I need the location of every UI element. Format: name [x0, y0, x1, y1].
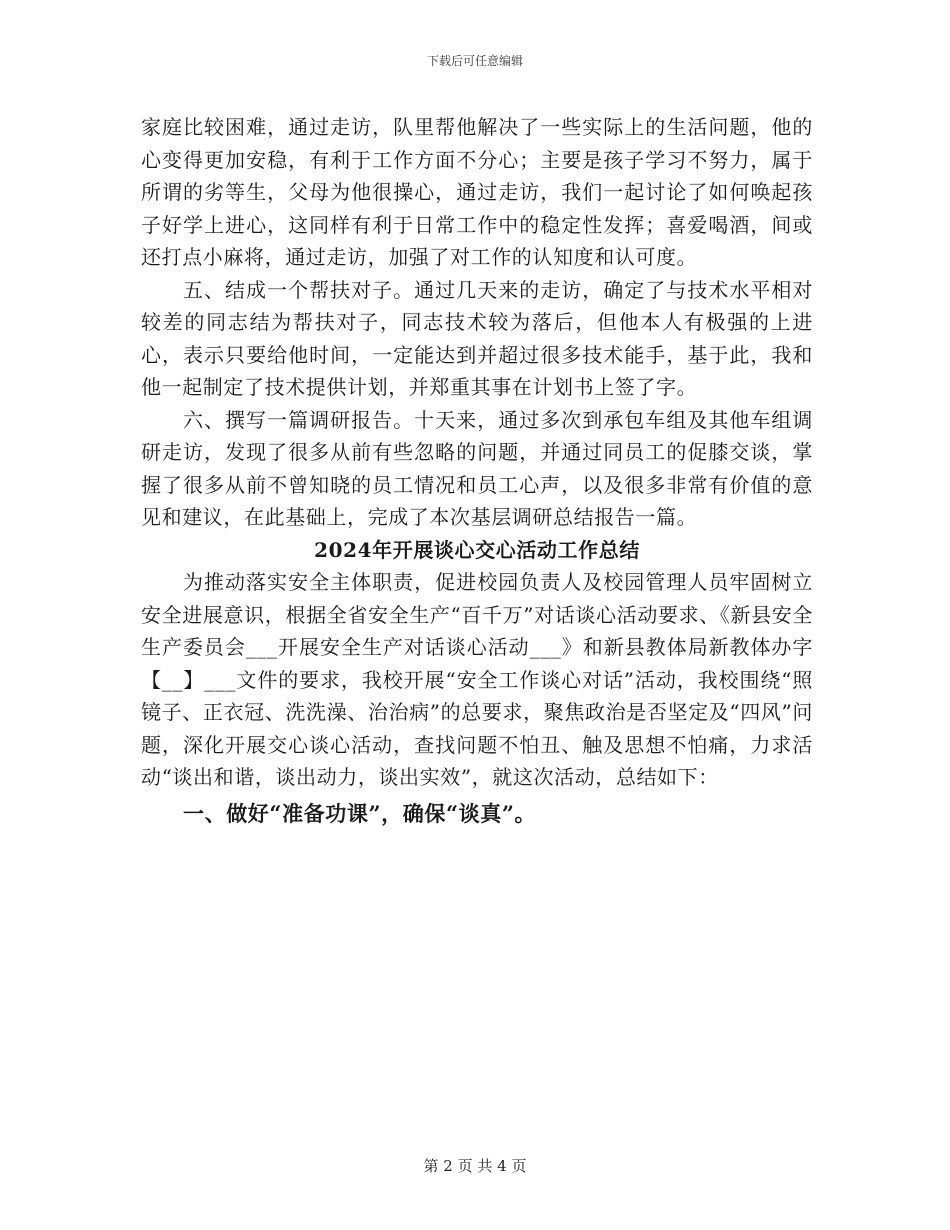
paragraph-intro: 为推动落实安全主体职责，促进校园负责人及校园管理人员牢固树立安全进展意识，根据全省安全生产“百千万”对话谈心活动要求、《新县安全生产委员会___开展安全生产对话谈心活动___》和新县教体局新教体办字【__】___文件的要求，我校开展“安全工作谈心对话”活动，我校围绕“照镜子、正衣冠、洗洗澡、治治病”的总要求，聚焦政治是否坚定及“四风”问题，深化开展交心谈心活动，查找问题不怕丑、触及思想不怕痛，力求活动“谈出和谐，谈出动力，谈出实效”，就这次活动，总结如下：: [141, 570, 813, 789]
paragraph-continuation: 家庭比较困难，通过走访，队里帮他解决了一些实际上的生活问题，他的心变得更加安稳，有利于工作方面不分心；主要是孩子学习不努力，属于所谓的劣等生，父母为他很操心，通过走访，我们一起讨论了如何唤起孩子好学上进心，这同样有利于日常工作中的稳定性发挥；喜爱喝酒，间或还打点小麻将，通过走访，加强了对工作的认知度和认可度。: [141, 115, 813, 269]
paragraph-item-six: 六、撰写一篇调研报告。十天来，通过多次到承包车组及其他车组调研走访，发现了很多从前有些忽略的问题，并通过同员工的促膝交谈，掌握了很多从前不曾知晓的员工情况和员工心声，以及很多非常有价值的意见和建议，在此基础上，完成了本次基层调研总结报告一篇。: [141, 407, 813, 529]
paragraph-item-five: 五、结成一个帮扶对子。通过几天来的走访，确定了与技术水平相对较差的同志结为帮扶对子，同志技术较为落后，但他本人有极强的上进心，表示只要给他时间，一定能达到并超过很多技术能手，基于此，我和他一起制定了技术提供计划，并郑重其事在计划书上签了字。: [141, 277, 813, 399]
document-title: 2024年开展谈心交心活动工作总结: [314, 537, 640, 562]
document-body: [141, 111, 813, 834]
section-heading-one: 一、做好“准备功课”，确保“谈真”。: [183, 800, 537, 826]
page-header-note: 下载后可任意编辑: [426, 54, 523, 68]
page-number-footer: 第 2 页 共 4 页: [423, 1157, 527, 1175]
